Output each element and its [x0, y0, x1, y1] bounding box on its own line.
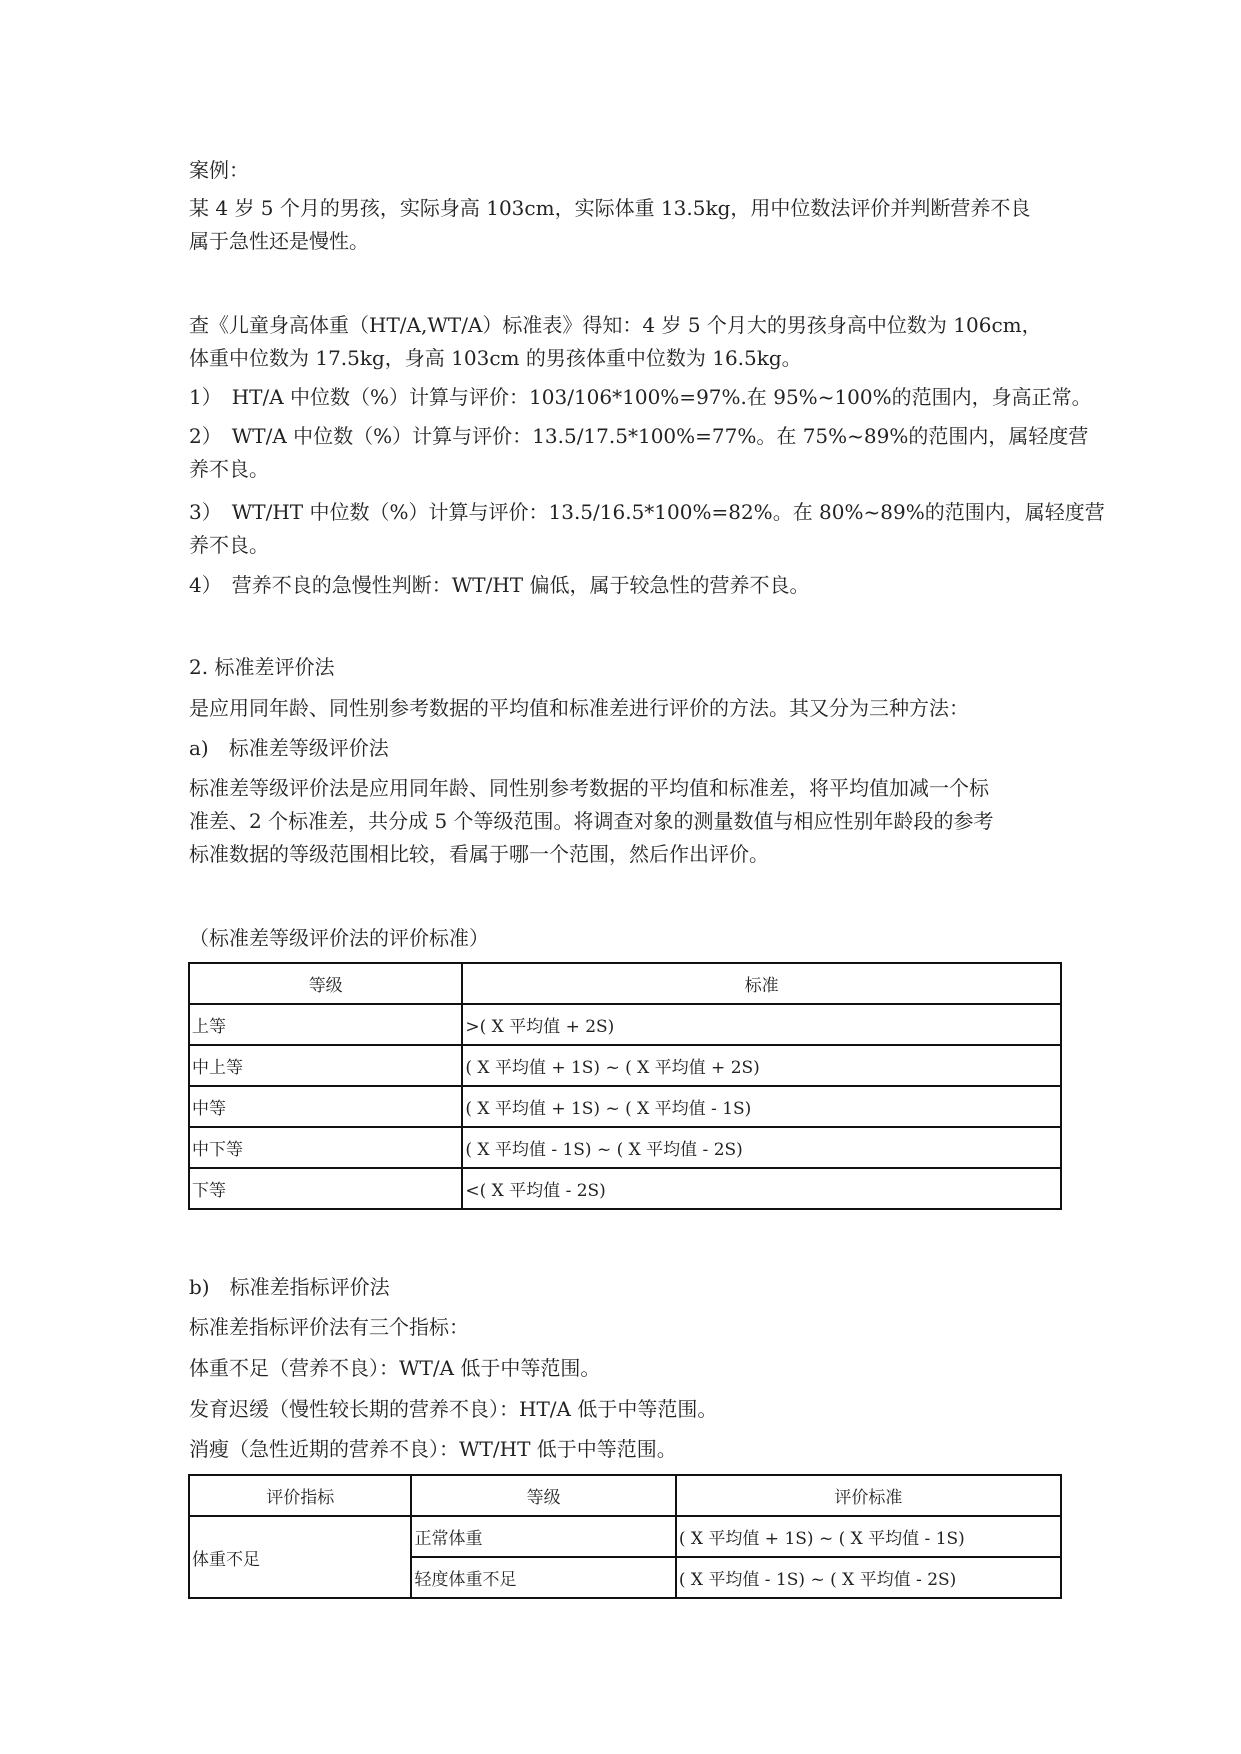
indicator-stunting: 发育迟缓（慢性较长期的营养不良）：HT/A 低于中等范围。 — [189, 1397, 718, 1421]
section-2-intro: 是应用同年龄、同性别参考数据的平均值和标准差进行评价的方法。其又分为三种方法： — [189, 696, 969, 720]
grade-cell: 下等 — [189, 1168, 462, 1209]
table-header-cell: 等级 — [189, 963, 462, 1004]
table-row — [189, 1004, 1061, 1045]
subsection-a-desc-line-1: 标准差等级评价法是应用同年龄、同性别参考数据的平均值和标准差，将平均值加减一个标 — [189, 776, 989, 800]
criterion-cell: >( X 平均值 + 2S) — [462, 1004, 1061, 1045]
table-header-row — [189, 963, 1061, 1004]
subsection-a-desc-line-2: 准差、2 个标准差，共分成 5 个等级范围。将调查对象的测量数值与相应性别年龄段的参考 — [189, 809, 994, 833]
indicator-cell: 体重不足 — [189, 1516, 411, 1598]
table-1-caption: （标准差等级评价法的评价标准） — [189, 926, 489, 950]
criterion-cell: ( X 平均值 + 1S) ~ ( X 平均值 - 1S) — [676, 1516, 1061, 1557]
lookup-text-line-1: 查《儿童身高体重（HT/A,WT/A）标准表》得知：4 岁 5 个月大的男孩身高中位数为 106cm， — [189, 313, 1042, 337]
case-label: 案例： — [189, 158, 249, 182]
grade-cell: 上等 — [189, 1004, 462, 1045]
list-item-3-line-1: 3） WT/HT 中位数（%）计算与评价：13.5/16.5*100%=82%。在 80%~89%的范围内，属轻度营 — [189, 500, 1105, 524]
table-row — [189, 1516, 1061, 1557]
criterion-cell: <( X 平均值 - 2S) — [462, 1168, 1061, 1209]
table-row — [189, 1168, 1061, 1209]
subsection-a-desc-line-3: 标准数据的等级范围相比较，看属于哪一个范围，然后作出评价。 — [189, 842, 769, 866]
list-item-2-line-1: 2） WT/A 中位数（%）计算与评价：13.5/17.5*100%=77%。在 75%~89%的范围内，属轻度营 — [189, 424, 1089, 448]
subsection-b-title: b) 标准差指标评价法 — [189, 1275, 390, 1299]
grade-cell: 中等 — [189, 1086, 462, 1127]
subsection-b-desc: 标准差指标评价法有三个指标： — [189, 1315, 469, 1339]
case-text-line-2: 属于急性还是慢性。 — [189, 229, 369, 253]
section-2-title: 2. 标准差评价法 — [189, 655, 335, 679]
table-header-cell: 评价标准 — [676, 1475, 1061, 1516]
table-header-row — [189, 1475, 1061, 1516]
table-header-cell: 标准 — [462, 963, 1061, 1004]
lookup-text-line-2: 体重中位数为 17.5kg，身高 103cm 的男孩体重中位数为 16.5kg。 — [189, 346, 802, 370]
table-row — [189, 1086, 1061, 1127]
subsection-a-title: a) 标准差等级评价法 — [189, 736, 389, 760]
list-item-4: 4） 营养不良的急慢性判断：WT/HT 偏低，属于较急性的营养不良。 — [189, 573, 810, 597]
criterion-cell: ( X 平均值 + 1S) ~ ( X 平均值 + 2S) — [462, 1045, 1061, 1086]
sd-grade-table — [188, 962, 1062, 1210]
table-row — [189, 1045, 1061, 1086]
grade-cell: 中上等 — [189, 1045, 462, 1086]
indicator-wasting: 消瘦（急性近期的营养不良）：WT/HT 低于中等范围。 — [189, 1437, 677, 1461]
indicator-underweight: 体重不足（营养不良）：WT/A 低于中等范围。 — [189, 1356, 601, 1380]
criterion-cell: ( X 平均值 - 1S) ~ ( X 平均值 - 2S) — [676, 1557, 1061, 1598]
grade-cell: 中下等 — [189, 1127, 462, 1168]
grade-cell: 轻度体重不足 — [411, 1557, 675, 1598]
sd-indicator-table — [188, 1474, 1062, 1599]
criterion-cell: ( X 平均值 - 1S) ~ ( X 平均值 - 2S) — [462, 1127, 1061, 1168]
case-text-line-1: 某 4 岁 5 个月的男孩，实际身高 103cm，实际体重 13.5kg，用中位数法评价并判断营养不良 — [189, 196, 1031, 220]
criterion-cell: ( X 平均值 + 1S) ~ ( X 平均值 - 1S) — [462, 1086, 1061, 1127]
list-item-3-line-2: 养不良。 — [189, 533, 269, 557]
list-item-2-line-2: 养不良。 — [189, 457, 269, 481]
table-row — [189, 1127, 1061, 1168]
table-header-cell: 等级 — [411, 1475, 675, 1516]
list-item-1: 1） HT/A 中位数（%）计算与评价：103/106*100%=97%.在 95%~100%的范围内，身高正常。 — [189, 385, 1092, 409]
table-header-cell: 评价指标 — [189, 1475, 411, 1516]
grade-cell: 正常体重 — [411, 1516, 675, 1557]
